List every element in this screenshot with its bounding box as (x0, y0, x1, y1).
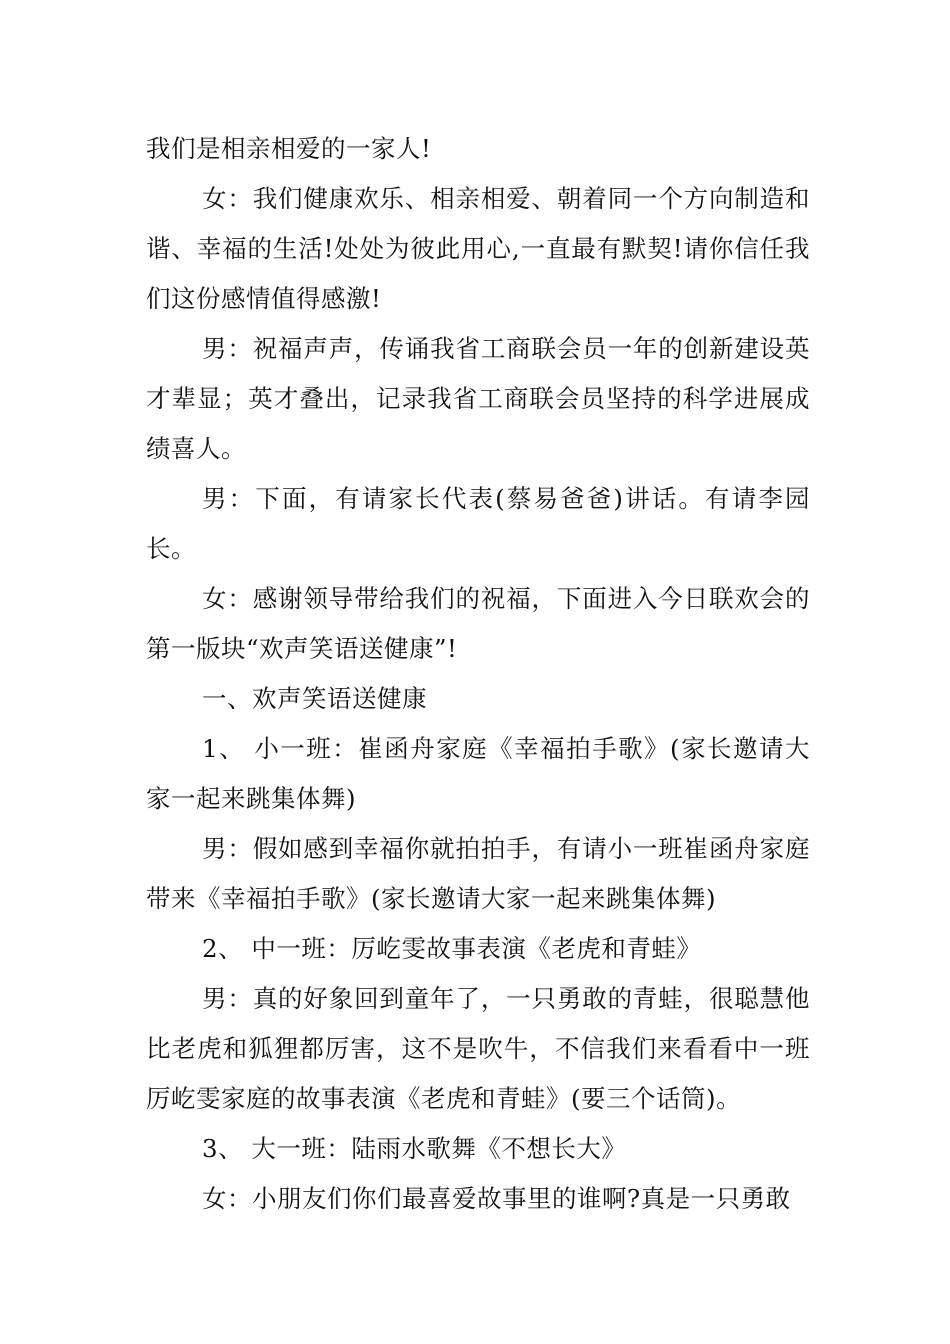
section-heading: 一、欢声笑语送健康 (202, 684, 427, 713)
paragraph-8: 男：假如感到幸福你就拍拍手，有请小一班崔函舟家庭带来《幸福拍手歌》(家长邀请大家一起来跳集体舞) (146, 834, 810, 913)
program-item-3: 3、 大一班：陆雨水歌舞《不想长大》 (202, 1134, 627, 1163)
paragraph-1: 我们是相亲相爱的一家人! (146, 134, 432, 163)
paragraph-5: 女：感谢领导带给我们的祝福，下面进入今日联欢会的第一版块“欢声笑语送健康”! (146, 584, 810, 663)
paragraph-12: 女：小朋友们你们最喜爱故事里的谁啊?真是一只勇敢 (202, 1184, 791, 1213)
paragraph-3: 男：祝福声声，传诵我省工商联会员一年的创新建设英才辈显；英才叠出，记录我省工商联会员坚持的科学进展成绩喜人。 (146, 334, 810, 463)
document-page (146, 124, 810, 1224)
paragraph-4: 男：下面，有请家长代表(蔡易爸爸)讲话。有请李园长。 (146, 484, 810, 563)
paragraph-2: 女：我们健康欢乐、相亲相爱、朝着同一个方向制造和谐、幸福的生活!处处为彼此用心,一直最有默契!请你信任我们这份感情值得感激! (146, 184, 810, 313)
program-item-2: 2、 中一班：厉屹雯故事表演《老虎和青蛙》 (202, 934, 702, 963)
program-item-1: 1、 小一班：崔函舟家庭《幸福拍手歌》(家长邀请大家一起来跳集体舞) (146, 734, 810, 813)
paragraph-10: 男：真的好象回到童年了，一只勇敢的青蛙，很聪慧他比老虎和狐狸都厉害，这不是吹牛，不信我们来看看中一班厉屹雯家庭的故事表演《老虎和青蛙》(要三个话筒)。 (146, 984, 810, 1113)
